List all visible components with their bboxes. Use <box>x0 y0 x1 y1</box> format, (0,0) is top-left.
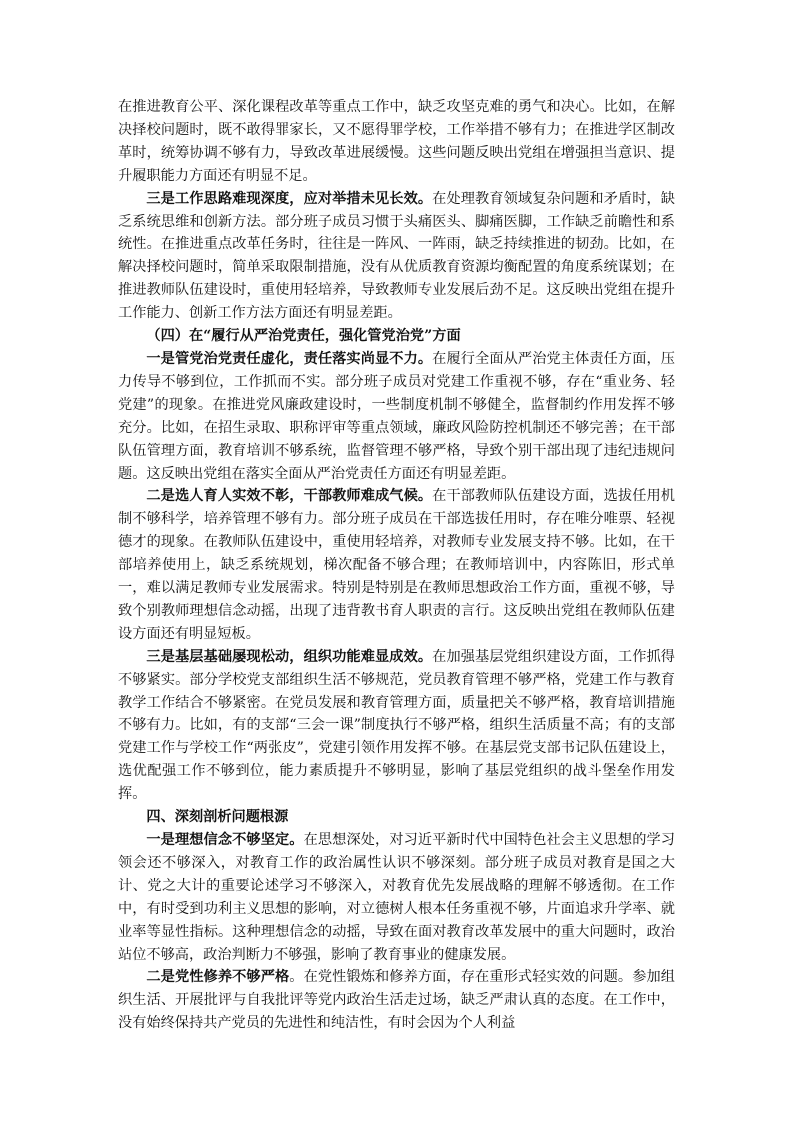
paragraph-2-text: 在处理教育领域复杂问题和矛盾时，缺乏系统思维和创新方法。部分班子成员习惯于头痛医头、脚痛医脚，工作缺乏前瞻性和系统性。在推进重点改革任务时，往往是一阵风、一阵雨，缺乏持续推进的韧劲。比如，在解决择校问题时，简单采取限制措施，没有从优质教育资源均衡配置的角度系统谋划；在推进教师队伍建设时，重使用轻培养，导致教师专业发展后劲不足。这反映出党组在提升工作能力、创新工作方法方面还有明显差距。 <box>118 190 675 322</box>
paragraph-4-lead: 一是管党治党责任虚化，责任落实尚显不力。 <box>146 350 433 367</box>
paragraph-6 <box>118 646 675 806</box>
paragraph-9 <box>118 966 675 1035</box>
paragraph-4-text: 在履行全面从严治党主体责任方面，压力传导不够到位，工作抓而不实。部分班子成员对党建工作重视不够，存在“重业务、轻党建”的现象。在推进党风廉政建设时，一些制度机制不够健全，监督制约作用发挥不够充分。比如，在招生录取、职称评审等重点领域，廉政风险防控机制还不够完善；在干部队伍管理方面，教育培训不够系统，监督管理不够严格，导致个别干部出现了违纪违规问题。这反映出党组在落实全面从严治党责任方面还有明显差距。 <box>118 350 675 482</box>
paragraph-9-text: 。在党性锻炼和修养方面，存在重形式轻实效的问题。参加组织生活、开展批评与自我批评等党内政治生活走过场，缺乏严肃认真的态度。在工作中，没有始终保持共产党员的先进性和纯洁性，有时会因为个人利益 <box>118 969 675 1032</box>
paragraph-5-text: 在干部教师队伍建设方面，选拔任用机制不够科学，培养管理不够有力。部分班子成员在干部选拔任用时，存在唯分唯票、轻视德才的现象。在教师队伍建设中，重使用轻培养，对教师专业发展支持不够。比如，在干部培养使用上，缺乏系统规划，梯次配备不够合理；在教师培训中，内容陈旧，形式单一，难以满足教师专业发展需求。特别是特别是在教师思想政治工作方面，重视不够，导致个别教师理想信念动摇，出现了违背教书育人职责的言行。这反映出党组在教师队伍建设方面还有明显短板。 <box>118 488 675 642</box>
chapter-heading-root-causes: 四、深刻剖析问题根源 <box>146 809 289 826</box>
paragraph-8-text: 在思想深处，对习近平新时代中国特色社会主义思想的学习领会还不够深入，对教育工作的政治属性认识不够深刻。部分班子成员对教育是国之大计、党之大计的重要论述学习不够深入，对教育优先发展战略的理解不够透彻。在工作中，有时受到功利主义思想的影响，对立德树人根本任务重视不够，片面追求升学率、就业率等显性指标。这种理想信念的动摇，导致在面对教育改革发展中的重大问题时，政治站位不够高，政治判断力不够强，影响了教育事业的健康发展。 <box>118 832 675 963</box>
paragraph-5-lead: 二是选人育人实效不彰，干部教师难成气候。 <box>146 488 433 505</box>
paragraph-2-lead: 三是工作思路难现深度，应对举措未见长效。 <box>146 190 433 207</box>
paragraph-1 <box>118 96 675 188</box>
paragraph-2 <box>118 188 675 325</box>
paragraph-6-text: 在加强基层党组织建设方面，工作抓得不够紧实。部分学校党支部组织生活不够规范，党员教育管理不够严格，党建工作与教育教学工作结合不够紧密。在党员发展和教育管理方面，质量把关不够严格，教育培训措施不够有力。比如，有的支部“三会一课”制度执行不够严格，组织生活质量不高；有的支部党建工作与学校工作“两张皮”，党建引领作用发挥不够。在基层党支部书记队伍建设上，选优配强工作不够到位，能力素质提升不够明显，影响了基层党组织的战斗堡垒作用发挥。 <box>118 648 675 803</box>
section-heading-4: （四）在“履行从严治党责任，强化管党治党”方面 <box>146 328 461 345</box>
paragraph-1-text: 在推进教育公平、深化课程改革等重点工作中，缺乏攻坚克难的勇气和决心。比如，在解决择校问题时，既不敢得罪家长，又不愿得罪学校，工作举措不够有力；在推进学区制改革时，统筹协调不够有力，导致改革进展缓慢。这些问题反映出党组在增强担当意识、提升履职能力方面还有明显不足。 <box>118 99 675 184</box>
document-page <box>118 96 675 1035</box>
paragraph-6-lead: 三是基层基础屡现松动，组织功能难显成效。 <box>146 648 433 665</box>
paragraph-8-lead: 一是理想信念不够坚定。 <box>146 832 304 848</box>
paragraph-5 <box>118 485 675 645</box>
paragraph-9-lead: 二是党性修养不够严格 <box>146 969 290 986</box>
paragraph-8 <box>118 829 675 966</box>
paragraph-4 <box>118 348 675 485</box>
